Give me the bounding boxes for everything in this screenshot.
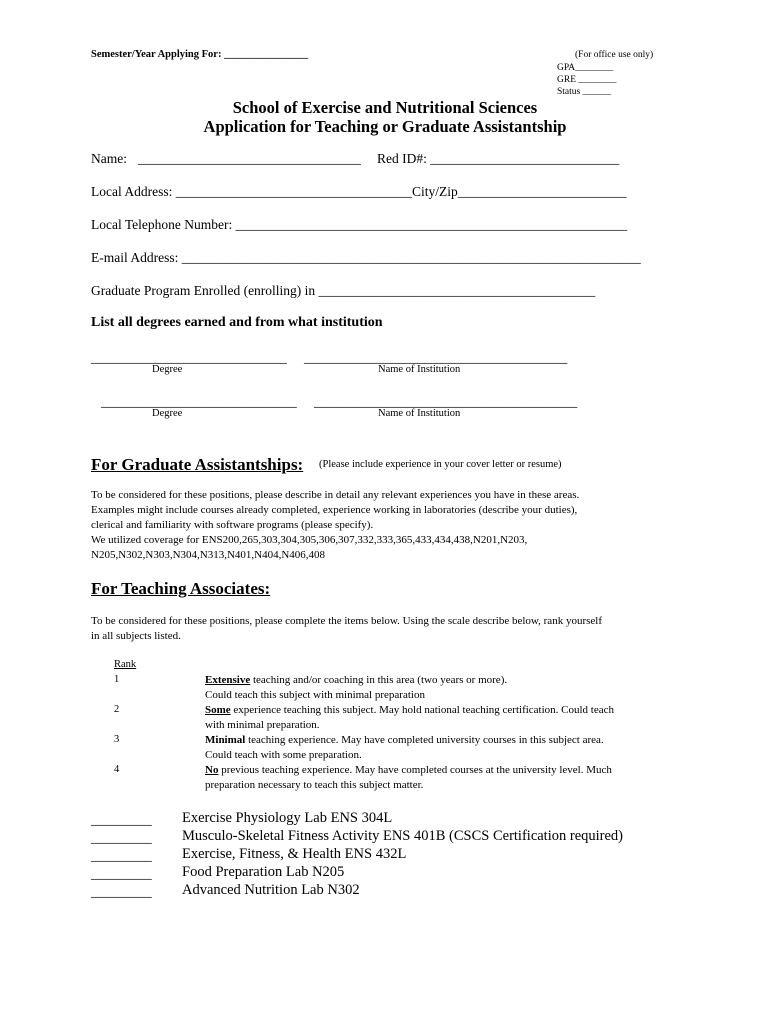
course-rank-blank-1[interactable]: _________ bbox=[91, 812, 152, 827]
degree-blank-2[interactable]: _____________________________ bbox=[101, 394, 297, 409]
rank-line2-3: Could teach with some preparation. bbox=[205, 749, 362, 761]
course-rank-blank-2[interactable]: _________ bbox=[91, 830, 152, 845]
course-rank-blank-4[interactable]: _________ bbox=[91, 866, 152, 881]
rank-key-1: Extensive bbox=[205, 674, 251, 686]
course-item-1: Exercise Physiology Lab ENS 304L bbox=[182, 810, 393, 826]
rank-key-2: Some bbox=[205, 704, 231, 716]
name-label: Name: bbox=[91, 151, 127, 166]
rank-rest-1: teaching and/or coaching in this area (two years or more). bbox=[250, 674, 508, 686]
rank-rest-4: previous teaching experience. May have completed courses at the university level. Much bbox=[218, 764, 612, 776]
ga-line-3: clerical and familiarity with software programs (please specify). bbox=[91, 519, 374, 531]
course-item-5: Advanced Nutrition Lab N302 bbox=[182, 882, 360, 898]
rank-num-4: 4 bbox=[114, 764, 120, 775]
course-item-2: Musculo-Skeletal Fitness Activity ENS 401B (CSCS Certification required) bbox=[182, 828, 624, 844]
page-title: School of Exercise and Nutritional Sciences bbox=[232, 98, 538, 117]
rank-desc-2 bbox=[205, 703, 685, 733]
telephone-field[interactable]: Local Telephone Number: __________________________________________________________ bbox=[91, 217, 628, 232]
degree-label-2: Degree bbox=[152, 408, 183, 419]
ga-paragraph bbox=[91, 488, 691, 563]
institution-label-1: Name of Institution bbox=[378, 364, 461, 375]
ga-line-5: N205,N302,N303,N304,N313,N401,N404,N406,408 bbox=[91, 549, 326, 561]
ta-heading: For Teaching Associates: bbox=[91, 579, 271, 598]
institution-blank-1[interactable]: _______________________________________ bbox=[304, 350, 568, 365]
ga-line-2: Examples might include courses already completed, experience working in laboratories (describe your duties), bbox=[91, 504, 578, 516]
rank-line2-2: with minimal preparation. bbox=[205, 719, 320, 731]
course-item-4: Food Preparation Lab N205 bbox=[182, 864, 345, 880]
course-rank-blank-5[interactable]: _________ bbox=[91, 884, 152, 899]
rank-num-1: 1 bbox=[114, 674, 120, 685]
email-field[interactable]: E-mail Address: ____________________________________________________________________ bbox=[91, 250, 641, 265]
ga-note: (Please include experience in your cover letter or resume) bbox=[319, 459, 562, 470]
rank-key-3: Minimal bbox=[205, 734, 246, 746]
ta-line-2: in all subjects listed. bbox=[91, 630, 181, 642]
office-use-label: (For office use only) bbox=[575, 50, 654, 60]
semester-field[interactable]: Semester/Year Applying For: ________________ bbox=[91, 49, 309, 60]
rank-num-3: 3 bbox=[114, 734, 120, 745]
rank-desc-3 bbox=[205, 733, 685, 763]
rank-num-2: 2 bbox=[114, 704, 120, 715]
red-id-field[interactable]: Red ID#: ____________________________ bbox=[377, 151, 620, 166]
course-rank-blank-3[interactable]: _________ bbox=[91, 848, 152, 863]
status-field: Status ______ bbox=[557, 87, 612, 97]
institution-blank-2[interactable]: _______________________________________ bbox=[314, 394, 578, 409]
rank-line2-4: preparation necessary to teach this subject matter. bbox=[205, 779, 424, 791]
degree-label-1: Degree bbox=[152, 364, 183, 375]
page-subtitle: Application for Teaching or Graduate Assistantship bbox=[203, 117, 567, 136]
rank-desc-1 bbox=[205, 673, 685, 703]
degrees-heading: List all degrees earned and from what institution bbox=[91, 315, 383, 330]
rank-rest-2: experience teaching this subject. May hold national teaching certification. Could teach bbox=[230, 704, 615, 716]
rank-key-4: No bbox=[205, 764, 219, 776]
program-field[interactable]: Graduate Program Enrolled (enrolling) in _________________________________________ bbox=[91, 283, 596, 298]
ga-line-4: We utilized coverage for ENS200,265,303,304,305,306,307,332,333,365,433,434,438,N201,N203, bbox=[91, 534, 528, 546]
ga-heading: For Graduate Assistantships: bbox=[91, 455, 304, 474]
gre-field: GRE ________ bbox=[557, 75, 617, 85]
ga-line-1: To be considered for these positions, please describe in detail any relevant experiences you have in these areas. bbox=[91, 489, 580, 501]
gpa-field: GPA________ bbox=[557, 63, 614, 73]
local-address-field[interactable]: Local Address: ___________________________________City/Zip_________________________ bbox=[91, 184, 627, 199]
ta-paragraph bbox=[91, 614, 691, 644]
rank-line2-1: Could teach this subject with minimal preparation bbox=[205, 689, 425, 701]
course-item-3: Exercise, Fitness, & Health ENS 432L bbox=[182, 846, 407, 862]
degree-blank-1[interactable]: _____________________________ bbox=[91, 350, 287, 365]
ta-line-1: To be considered for these positions, please complete the items below. Using the scale describe below, rank yourself bbox=[91, 615, 602, 627]
rank-label: Rank bbox=[114, 659, 137, 670]
name-field[interactable]: _________________________________ bbox=[138, 151, 361, 166]
institution-label-2: Name of Institution bbox=[378, 408, 461, 419]
rank-desc-4 bbox=[205, 763, 685, 793]
rank-rest-3: teaching experience. May have completed university courses in this subject area. bbox=[245, 734, 604, 746]
